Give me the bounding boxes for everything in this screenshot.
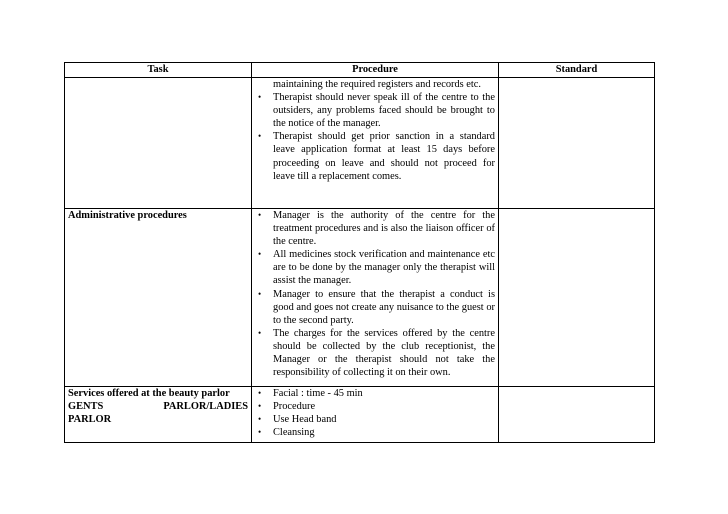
list-item — [255, 400, 495, 413]
procedure-cell — [252, 209, 499, 387]
list-item-text: Facial : time - 45 min — [273, 388, 363, 399]
standard-cell — [499, 209, 655, 387]
bullet-icon: • — [258, 249, 262, 260]
bullet-icon: • — [258, 288, 262, 299]
task-cell — [65, 78, 252, 209]
task-line — [68, 400, 248, 413]
list-item-text: Therapist should get prior sanction in a standard leave application format at least 15 days before proceeding on leave and should not proceed for leave till a replacement comes. — [273, 131, 495, 182]
procedure-continuation: maintaining the required registers and records etc. — [273, 79, 482, 90]
bullet-icon: • — [258, 92, 262, 103]
list-item — [255, 130, 495, 182]
list-item-text: The charges for the services offered by the centre should be collected by the club receptionist, the Manager or the therapist should not take the responsibility of collecting it on their own. — [273, 327, 495, 379]
list-item-text: Manager is the authority of the centre for the treatment procedures and is also the liaison officer of the centre. — [273, 210, 495, 248]
list-item-text: Procedure — [273, 401, 316, 413]
table-row — [65, 387, 655, 443]
list-item-text: All medicines stock verification and maintenance etc are to be done by the manager only the therapist will assist the manager. — [273, 249, 495, 287]
bullet-icon: • — [258, 131, 262, 142]
task-cell — [65, 387, 252, 443]
list-item — [255, 91, 495, 130]
header-standard: Standard — [499, 63, 655, 78]
bullet-icon: • — [258, 427, 262, 438]
procedures-table — [64, 62, 655, 443]
bullet-icon: • — [258, 414, 262, 425]
task-line-left: GENTS — [68, 401, 104, 413]
list-item — [255, 426, 495, 439]
standard-cell — [499, 387, 655, 443]
task-cell: Administrative procedures — [65, 209, 252, 387]
list-item — [255, 209, 495, 248]
list-item — [255, 387, 495, 400]
list-item — [255, 413, 495, 426]
list-item-text: Manager to ensure that the therapist a conduct is good and goes not create any nuisance to the guest or to the second party. — [273, 288, 495, 326]
bullet-icon: • — [258, 327, 262, 338]
task-line-right: PARLOR/LADIES — [163, 401, 248, 413]
list-item-text: Use Head band — [273, 414, 337, 426]
header-procedure: Procedure — [252, 63, 499, 78]
bullet-icon: • — [258, 210, 262, 220]
task-line: PARLOR — [68, 414, 112, 426]
task-line: Services offered at the beauty parlor — [68, 388, 230, 399]
list-item — [255, 327, 495, 379]
procedure-cell — [252, 78, 499, 209]
table-row — [65, 78, 655, 209]
list-item-text: Cleansing — [273, 427, 315, 439]
list-item — [255, 248, 495, 287]
list-item — [255, 288, 495, 327]
header-row — [65, 63, 655, 78]
bullet-icon: • — [258, 388, 262, 398]
header-task: Task — [65, 63, 252, 78]
list-item-text: Therapist should never speak ill of the centre to the outsiders, any problems faced should be brought to the notice of the manager. — [273, 92, 495, 130]
bullet-icon: • — [258, 401, 262, 412]
standard-cell — [499, 78, 655, 209]
procedure-cell — [252, 387, 499, 443]
table-row — [65, 209, 655, 387]
